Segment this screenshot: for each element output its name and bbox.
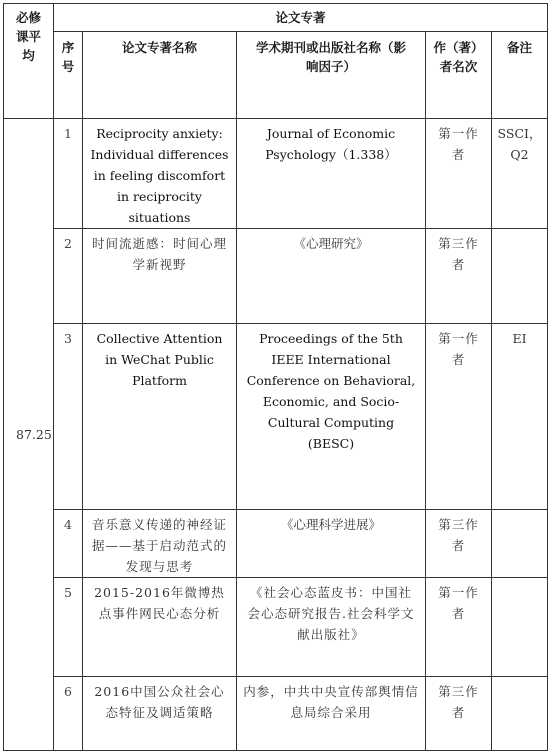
row-index: 5 bbox=[54, 578, 83, 677]
table-row bbox=[4, 229, 548, 324]
row-author-rank: 第三作者 bbox=[426, 229, 492, 324]
average-score: 87.25 bbox=[4, 119, 54, 751]
table-row bbox=[4, 119, 548, 229]
row-journal: Proceedings of the 5th IEEE International Conference on Behavioral, Economic, and Socio-Cultural Computing (BESC) bbox=[237, 324, 426, 510]
row-title: Reciprocity anxiety: Individual differences in feeling discomfort in reciprocity situations bbox=[83, 119, 237, 229]
header-author-rank: 作（著）者名次 bbox=[426, 32, 492, 119]
row-note bbox=[492, 229, 548, 324]
table-row bbox=[4, 578, 548, 677]
row-journal: 《心理科学进展》 bbox=[237, 510, 426, 578]
papers-table bbox=[3, 3, 548, 751]
row-note: EI bbox=[492, 324, 548, 510]
row-note bbox=[492, 510, 548, 578]
row-author-rank: 第一作者 bbox=[426, 578, 492, 677]
header-index: 序号 bbox=[54, 32, 83, 119]
row-author-rank: 第一作者 bbox=[426, 324, 492, 510]
row-title: 2015-2016年微博热点事件网民心态分析 bbox=[83, 578, 237, 677]
row-index: 1 bbox=[54, 119, 83, 229]
row-author-rank: 第一作者 bbox=[426, 119, 492, 229]
row-title: Collective Attention in WeChat Public Platform bbox=[83, 324, 237, 510]
header-required-course-avg: 必修课平均 bbox=[4, 4, 54, 119]
row-title: 音乐意义传递的神经证据——基于启动范式的发现与思考 bbox=[83, 510, 237, 578]
row-index: 2 bbox=[54, 229, 83, 324]
row-journal: 内参，中共中央宣传部舆情信息局综合采用 bbox=[237, 677, 426, 751]
row-index: 3 bbox=[54, 324, 83, 510]
header-journal: 学术期刊或出版社名称（影响因子） bbox=[237, 32, 426, 119]
row-author-rank: 第三作者 bbox=[426, 677, 492, 751]
row-note bbox=[492, 578, 548, 677]
row-title: 时间流逝感：时间心理学新视野 bbox=[83, 229, 237, 324]
header-title: 论文专著名称 bbox=[83, 32, 237, 119]
row-index: 6 bbox=[54, 677, 83, 751]
row-note bbox=[492, 677, 548, 751]
row-journal: 《社会心态蓝皮书：中国社会心态研究报告.社会科学文献出版社》 bbox=[237, 578, 426, 677]
row-journal: 《心理研究》 bbox=[237, 229, 426, 324]
row-note: SSCI，Q2 bbox=[492, 119, 548, 229]
table-row bbox=[4, 510, 548, 578]
row-journal: Journal of Economic Psychology（1.338） bbox=[237, 119, 426, 229]
row-index: 4 bbox=[54, 510, 83, 578]
row-author-rank: 第三作者 bbox=[426, 510, 492, 578]
header-papers-works: 论文专著 bbox=[54, 4, 548, 32]
header-note: 备注 bbox=[492, 32, 548, 119]
table-row bbox=[4, 324, 548, 510]
row-title: 2016中国公众社会心态特征及调适策略 bbox=[83, 677, 237, 751]
table-row bbox=[4, 677, 548, 751]
